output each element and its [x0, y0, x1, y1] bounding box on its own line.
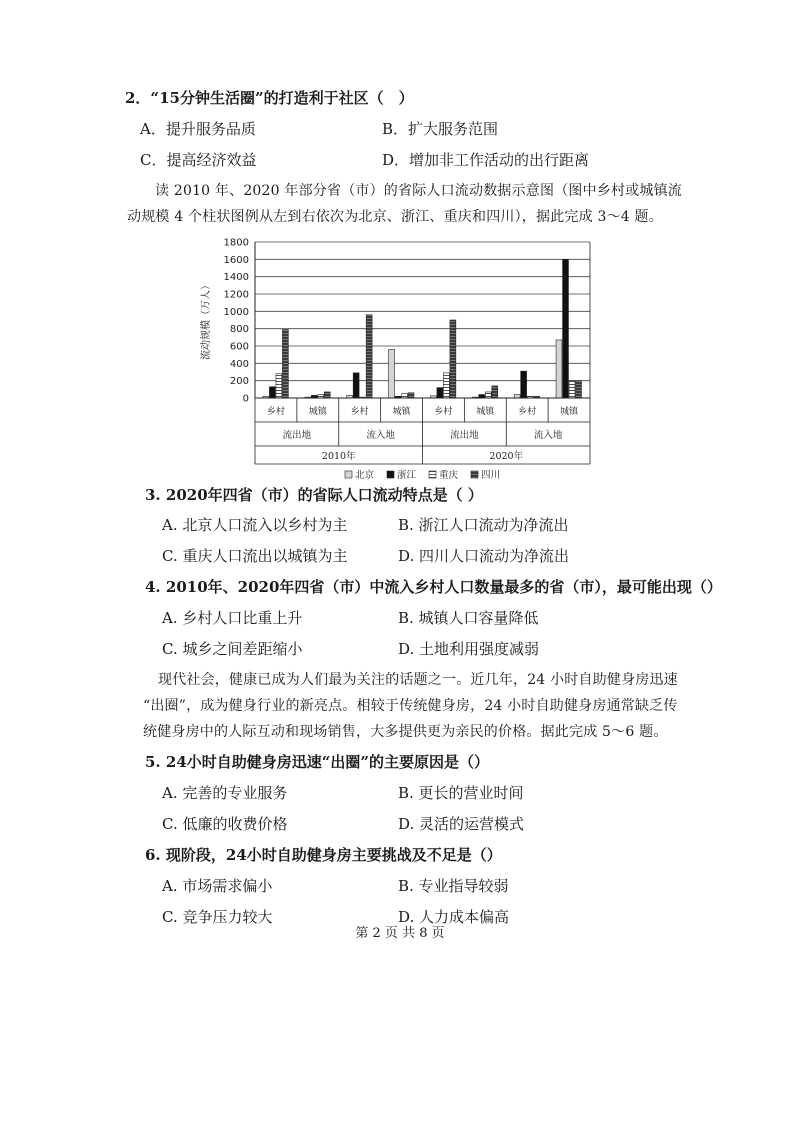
legend-swatch-北京 [345, 471, 352, 478]
q5-option-d: D. 灵活的运营模式 [398, 815, 525, 833]
y-tick-label: 1400 [223, 272, 249, 284]
intro1-line1: 读 2010 年、2020 年部分省（市）的省际人口流动数据示意图（图中乡村或城镇流 [155, 183, 683, 199]
bar-重庆-0 [276, 374, 282, 398]
q2-option-b: B．扩大服务范围 [382, 120, 499, 138]
y-tick-label: 200 [229, 376, 249, 388]
category-label: 乡村 [518, 407, 537, 417]
group-label: 流出地 [282, 430, 312, 441]
q5-stem: 5. 24小时自助健身房迅速“出圈”的主要原因是（） [145, 753, 490, 771]
q2-option-c: C．提高经济效益 [140, 151, 257, 169]
bar-浙江-2 [353, 373, 359, 398]
q4-stem: 4. 2010年、2020年四省（市）中流入乡村人口数量最多的省（市），最可能出现（） [145, 578, 722, 596]
group-label: 流出地 [450, 430, 479, 441]
q4-option-d: D. 土地利用强度减弱 [398, 640, 540, 658]
bar-北京-3 [389, 349, 395, 398]
y-tick-label: 400 [229, 358, 249, 370]
bar-重庆-3 [402, 394, 408, 398]
q4-option-c: C. 城乡之间差距缩小 [162, 640, 303, 658]
bar-四川-5 [492, 386, 498, 398]
bar-四川-7 [576, 381, 582, 398]
bar-浙江-0 [269, 387, 275, 398]
legend-label: 北京 [355, 470, 375, 481]
bar-北京-7 [556, 340, 562, 398]
y-tick-label: 1000 [223, 306, 249, 318]
bar-重庆-7 [569, 381, 575, 398]
q6-stem: 6. 现阶段，24小时自助健身房主要挑战及不足是（） [145, 846, 502, 864]
year-label: 2010年 [321, 451, 356, 462]
bar-四川-4 [450, 320, 456, 398]
bar-四川-0 [282, 330, 288, 398]
q6-option-c: C. 竞争压力较大 [162, 908, 273, 926]
q2-stem: 2．“15分钟生活圈”的打造利于社区（ ） [125, 89, 414, 107]
bar-四川-1 [324, 392, 330, 398]
q3-option-a: A. 北京人口流入以乡村为主 [162, 516, 348, 534]
q6-option-d: D. 人力成本偏高 [398, 908, 510, 926]
y-axis-label: 流动规模（万人） [201, 280, 212, 360]
group-label: 流入地 [533, 430, 563, 441]
bar-重庆-5 [485, 392, 491, 398]
y-tick-label: 1600 [223, 254, 249, 266]
legend-swatch-四川 [471, 471, 478, 478]
page-footer: 第 2 页 共 8 页 [355, 926, 445, 941]
y-tick-label: 800 [229, 324, 249, 336]
legend-swatch-浙江 [387, 471, 394, 478]
q6-option-a: A. 市场需求偏小 [162, 877, 273, 895]
q3-stem: 3. 2020年四省（市）的省际人口流动特点是（ ） [145, 486, 483, 504]
category-label: 乡村 [266, 407, 285, 417]
category-label: 城镇 [476, 407, 495, 417]
bar-北京-6 [514, 395, 520, 398]
q4-option-a: A. 乡村人口比重上升 [162, 609, 303, 627]
y-tick-label: 1200 [223, 289, 249, 301]
intro2-line1: 现代社会，健康已成为人们最为关注的话题之一。近几年，24 小时自助健身房迅速 [158, 672, 678, 688]
intro2-line2: “出圈”，成为健身行业的新亮点。相较于传统健身房，24 小时自助健身房通常缺乏传 [143, 698, 678, 714]
group-label: 流入地 [366, 430, 395, 441]
bar-浙江-6 [521, 371, 527, 398]
bar-浙江-7 [563, 259, 569, 398]
bar-浙江-5 [479, 395, 485, 398]
legend-label: 重庆 [439, 470, 459, 481]
population-flow-chart [195, 230, 605, 490]
q2-option-d: D．增加非工作活动的出行距离 [382, 151, 590, 169]
category-label: 城镇 [560, 407, 579, 417]
q6-option-b: B. 专业指导较弱 [398, 877, 509, 895]
category-label: 城镇 [308, 407, 327, 417]
category-label: 乡村 [350, 407, 369, 417]
legend-swatch-重庆 [429, 471, 436, 478]
legend-label: 四川 [481, 470, 501, 481]
intro1-line2: 动规模 4 个柱状图例从左到右依次为北京、浙江、重庆和四川），据此完成 3～4 题。 [127, 209, 663, 225]
y-tick-label: 1800 [223, 237, 249, 249]
y-tick-label: 0 [242, 393, 249, 405]
q3-option-d: D. 四川人口流动为净流出 [398, 547, 570, 565]
chart-svg [195, 230, 605, 490]
q3-option-b: B. 浙江人口流动为净流出 [398, 516, 569, 534]
bar-四川-2 [366, 315, 372, 398]
intro2-line3: 统健身房中的人际互动和现场销售，大多提供更为亲民的价格。据此完成 5～6 题。 [143, 724, 668, 740]
category-label: 乡村 [434, 407, 453, 417]
q3-option-c: C. 重庆人口流出以城镇为主 [162, 547, 348, 565]
year-label: 2020年 [489, 451, 524, 462]
q5-option-a: A. 完善的专业服务 [162, 784, 288, 802]
y-tick-label: 600 [229, 341, 249, 353]
bar-浙江-4 [437, 388, 443, 398]
q4-option-b: B. 城镇人口容量降低 [398, 609, 539, 627]
q5-option-c: C. 低廉的收费价格 [162, 815, 288, 833]
legend-label: 浙江 [397, 470, 417, 481]
q2-option-a: A．提升服务品质 [140, 120, 256, 138]
category-label: 城镇 [392, 407, 411, 417]
bar-重庆-1 [318, 395, 324, 398]
bar-重庆-4 [443, 373, 449, 398]
bar-四川-3 [408, 393, 414, 398]
q5-option-b: B. 更长的营业时间 [398, 784, 524, 802]
